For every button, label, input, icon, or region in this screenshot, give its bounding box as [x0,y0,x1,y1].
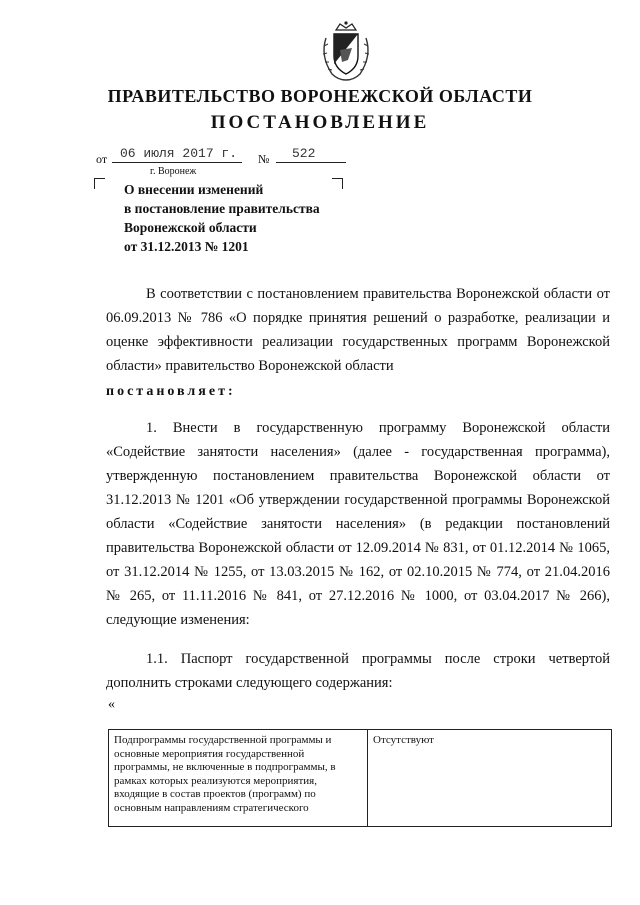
number-prefix: № [258,152,270,166]
city-label: г. Воронеж [150,166,197,177]
clause-1-1-paragraph: 1.1. Паспорт государственной программы после строки четвертой дополнить строками следующего содержания: [106,651,610,691]
clause-1-paragraph: 1. Внести в государственную программу Воронежской области «Содействие занятости населения» (далее - государственная программа), утвержденную постановлением правительства Воронежской области от 31.12.2013 № 1201 «Об утверждении государственной программы Воронежской области «Содействие занятости населения» (в редакции постановлений правительства Воронежской области от 12.09.2014 № 831, от 01.12.2014 № 1065, от 31.12.2014 № 1255, от 13.03.2015 № 162, от 02.10.2015 № 774, от 21.04.2016 № 265, от 11.11.2016 № 841, от 27.12.2016 № 1000, от 03.04.2017 № 266), следующие изменения: [106,420,610,628]
date-underline [112,162,242,163]
opening-quote: « [108,697,115,712]
subject-line: в постановление правительства [124,201,320,216]
government-title: ПРАВИТЕЛЬСТВО ВОРОНЕЖСКОЙ ОБЛАСТИ [107,86,533,106]
preamble-paragraph: В соответствии с постановлением правительства Воронежской области от 06.09.2013 № 786 «О порядке принятия решений о разработке, реализации и оценке эффективности реализации государственных программ Воронежской области» правительство Воронежской области [106,286,610,374]
left-corner-bracket [94,178,105,189]
document-type-heading: ПОСТАНОВЛЕНИЕ [210,112,430,133]
subject-line: Воронежской области [124,220,257,235]
subject-line: от 31.12.2013 № 1201 [124,239,249,254]
table-cell-label: Подпрограммы государственной программы и основные мероприятия государственной программы, не включенные в подпрограммы, в рамках которых реализуются мероприятия, входящие в состав проектов (программ) по основным направлениям стратегического [109,730,368,827]
table-row [109,730,612,827]
document-number: 522 [292,146,316,161]
date-prefix: от [96,152,108,166]
table-cell-value: Отсутствуют [368,730,612,827]
right-corner-bracket [332,178,343,189]
document-subject [124,180,320,256]
number-underline [276,162,346,163]
document-date: 06 июля 2017 г. [120,146,238,161]
subject-line: О внесении изменений [124,182,264,197]
decree-word: постановляет: [106,384,236,399]
passport-table [108,729,612,827]
coat-of-arms-emblem [318,20,374,84]
